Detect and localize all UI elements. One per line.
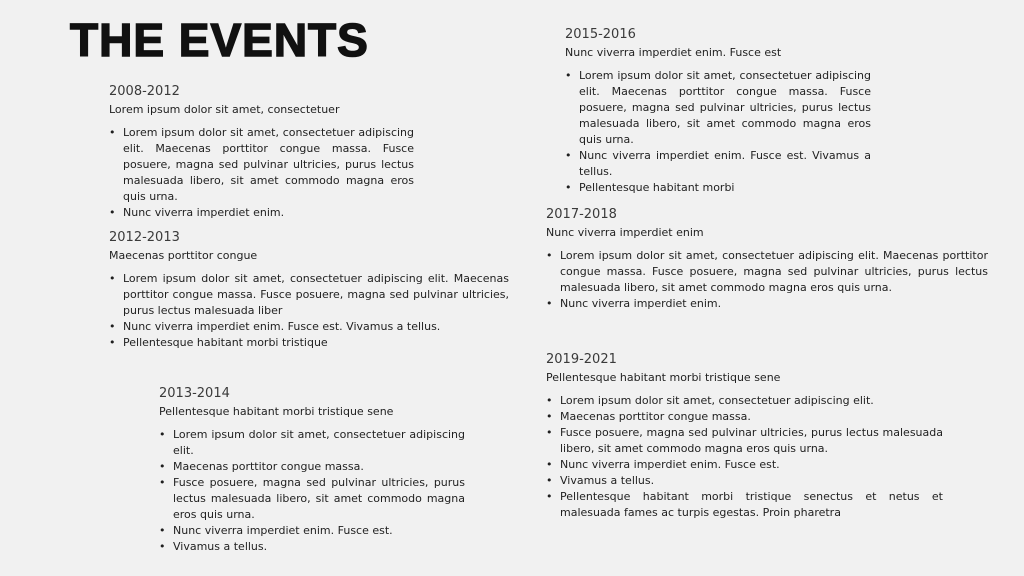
event-subtitle: Maecenas porttitor congue [109, 249, 258, 262]
event-bullet: • Nunc viverra imperdiet enim. Fusce est. Vivamus a tellus. [109, 319, 509, 335]
event-subtitle: Pellentesque habitant morbi tristique sene [159, 405, 394, 418]
event-bullet: • Lorem ipsum dolor sit amet, consectetuer adipiscing elit. Maecenas porttitor congue massa. Fusce posuere, magna sed pulvinar ultricies, purus lectus malesuada libero, sit amet commodo magna eros quis urna. [565, 68, 871, 148]
event-block-2012-2013 [109, 230, 509, 351]
event-bullet: • Lorem ipsum dolor sit amet, consectetuer adipiscing elit. [159, 427, 465, 459]
event-years: 2019-2021 [546, 352, 617, 367]
event-block-2008-2012 [109, 84, 414, 221]
event-bullet-list [159, 427, 465, 555]
event-bullet: • Nunc viverra imperdiet enim. Fusce est. [159, 523, 465, 539]
event-bullet: • Vivamus a tellus. [159, 539, 465, 555]
event-years: 2013-2014 [159, 386, 230, 401]
event-years: 2008-2012 [109, 84, 180, 99]
event-bullet: • Lorem ipsum dolor sit amet, consectetuer adipiscing elit. Maecenas porttitor congue massa. Fusce posuere, magna sed pulvinar ultricies, purus lectus malesuada liber [109, 271, 509, 319]
event-bullet-list [565, 68, 871, 196]
event-subtitle: Nunc viverra imperdiet enim. Fusce est [565, 46, 782, 59]
event-bullet: • Nunc viverra imperdiet enim. [109, 205, 414, 221]
event-bullet-list [546, 393, 943, 521]
event-years: 2015-2016 [565, 27, 636, 42]
event-bullet: • Pellentesque habitant morbi [565, 180, 871, 196]
event-bullet: • Lorem ipsum dolor sit amet, consectetuer adipiscing elit. [546, 393, 943, 409]
event-block-2013-2014 [159, 386, 465, 555]
event-subtitle: Lorem ipsum dolor sit amet, consectetuer [109, 103, 340, 116]
event-block-2015-2016 [565, 27, 871, 196]
event-bullet: • Nunc viverra imperdiet enim. [546, 296, 988, 312]
event-years: 2012-2013 [109, 230, 180, 245]
event-bullet: • Fusce posuere, magna sed pulvinar ultricies, purus lectus malesuada libero, sit amet commodo magna eros quis urna. [546, 425, 943, 457]
event-bullet: • Lorem ipsum dolor sit amet, consectetuer adipiscing elit. Maecenas porttitor congue massa. Fusce posuere, magna sed pulvinar ultricies, purus lectus malesuada libero, sit amet commodo magna eros quis urna. [109, 125, 414, 205]
event-bullet: • Maecenas porttitor congue massa. [546, 409, 943, 425]
event-bullet: • Nunc viverra imperdiet enim. Fusce est. [546, 457, 943, 473]
event-bullet-list [109, 125, 414, 221]
event-bullet: • Pellentesque habitant morbi tristique [109, 335, 509, 351]
event-years: 2017-2018 [546, 207, 617, 222]
event-bullet: • Maecenas porttitor congue massa. [159, 459, 465, 475]
event-subtitle: Nunc viverra imperdiet enim [546, 226, 704, 239]
event-bullet: • Nunc viverra imperdiet enim. Fusce est. Vivamus a tellus. [565, 148, 871, 180]
event-bullet-list [546, 248, 988, 312]
event-bullet: • Vivamus a tellus. [546, 473, 943, 489]
slide-title: THE EVENTS [70, 14, 369, 66]
event-bullet: • Fusce posuere, magna sed pulvinar ultricies, purus lectus malesuada libero, sit amet commodo magna eros quis urna. [159, 475, 465, 523]
event-subtitle: Pellentesque habitant morbi tristique sene [546, 371, 781, 384]
event-bullet: • Pellentesque habitant morbi tristique senectus et netus et malesuada fames ac turpis egestas. Proin pharetra [546, 489, 943, 521]
event-bullet-list [109, 271, 509, 351]
event-bullet: • Lorem ipsum dolor sit amet, consectetuer adipiscing elit. Maecenas porttitor congue massa. Fusce posuere, magna sed pulvinar ultricies, purus lectus malesuada libero, sit amet commodo magna eros quis urna. [546, 248, 988, 296]
event-block-2019-2021 [546, 352, 943, 521]
event-block-2017-2018 [546, 207, 988, 312]
